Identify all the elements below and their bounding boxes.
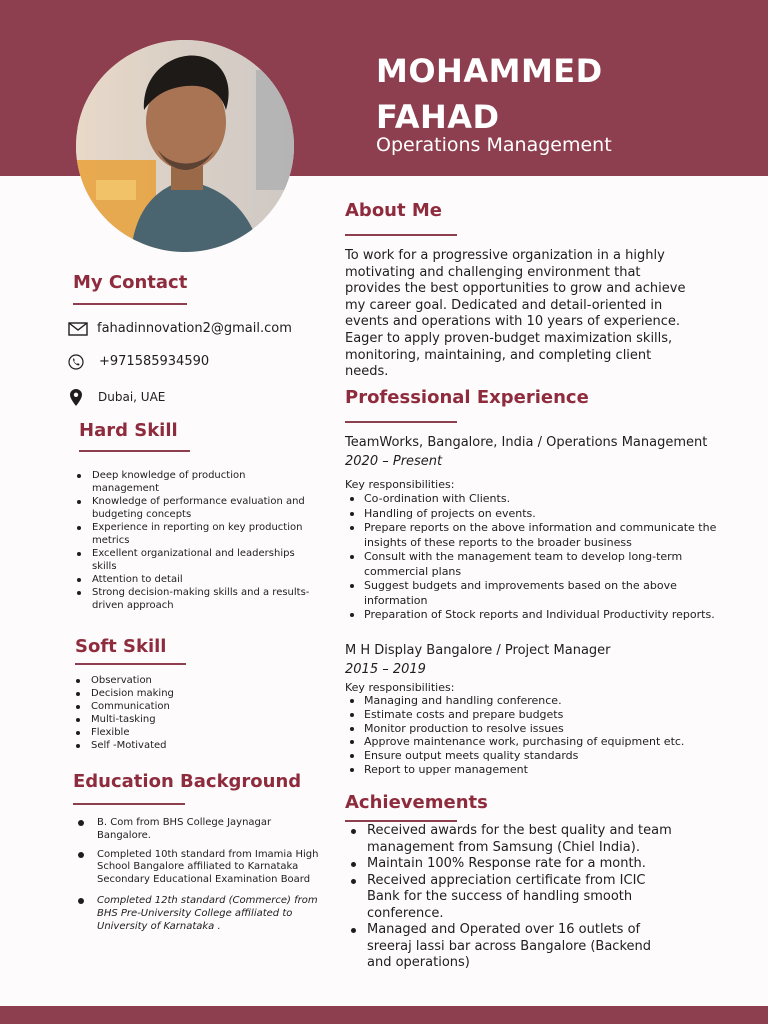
job-1-item: Preparation of Stock reports and Individual Productivity reports. [346, 608, 741, 623]
job-2-resp-label: Key responsibilities: [345, 681, 455, 694]
contact-location: Dubai, UAE [98, 390, 166, 404]
job-1-item: Co-ordination with Clients. [346, 492, 741, 507]
hard-skill-item: Knowledge of performance evaluation and budgeting concepts [73, 495, 313, 521]
education-heading: Education Background [73, 771, 302, 792]
hard-skill-item: Deep knowledge of production management [73, 469, 313, 495]
job-1-item: Consult with the management team to develop long-term commercial plans [346, 550, 741, 579]
job-2-item: Estimate costs and prepare budgets [346, 708, 741, 722]
achievements-rule [345, 820, 457, 822]
achievement-item: Received awards for the best quality and team management from Samsung (Chiel India). [346, 823, 676, 856]
contact-email[interactable]: fahadinnovation2@gmail.com [97, 321, 292, 336]
education-rule [73, 803, 185, 805]
experience-heading: Professional Experience [345, 387, 589, 408]
job-2-item: Monitor production to resolve issues [346, 722, 741, 736]
soft-skill-item: Self -Motivated [72, 739, 272, 752]
soft-skill-item: Flexible [72, 726, 272, 739]
experience-rule [345, 421, 457, 423]
education-item: B. Com from BHS College Jaynagar Bangalore. [76, 817, 320, 843]
soft-skill-item: Observation [72, 674, 272, 687]
soft-skill-list [72, 674, 272, 752]
job-2-dates: 2015 – 2019 [345, 662, 426, 677]
education-item: Completed 10th standard from Imamia High School Bangalore affiliated to Karnataka Secondary Educational Examination Board [76, 849, 320, 887]
about-heading: About Me [345, 200, 442, 221]
soft-skill-item: Communication [72, 700, 272, 713]
contact-phone[interactable]: +971585934590 [99, 354, 210, 369]
name-line-2: FAHAD [376, 98, 500, 136]
achievement-item: Received appreciation certificate from ICIC Bank for the success of handling smooth conference. [346, 873, 676, 923]
about-text: To work for a progressive organization in a highly motivating and challenging environment that provides the best opportunities to grow and achieve my career goal. Dedicated and detail-oriented in events and operations with 10 years of experience. Eager to apply proven-budget maximization skills, monitoring, maintaining, and completing client needs. [345, 248, 686, 380]
job-1-item: Prepare reports on the above information and communicate the insights of these reports to the broader business [346, 521, 741, 550]
phone-icon [68, 354, 84, 374]
soft-skill-heading: Soft Skill [75, 636, 167, 657]
about-rule [345, 234, 457, 236]
job-1-item: Suggest budgets and improvements based on the above information [346, 579, 741, 608]
contact-rule [73, 303, 187, 305]
education-list [76, 817, 320, 933]
achievements-list [346, 823, 676, 972]
soft-skill-item: Multi-tasking [72, 713, 272, 726]
name-line-1: MOHAMMED [376, 52, 603, 90]
achievements-heading: Achievements [345, 792, 488, 813]
job-2-item: Report to upper management [346, 763, 741, 777]
job-2-item: Ensure output meets quality standards [346, 749, 741, 763]
education-item: Completed 12th standard (Commerce) from BHS Pre-University College affiliated to University of Karnataka . [76, 895, 320, 933]
hard-skill-item: Attention to detail [73, 573, 313, 586]
hard-skill-item: Experience in reporting on key production metrics [73, 521, 313, 547]
job-2-list [346, 694, 741, 777]
job-1-role: TeamWorks, Bangalore, India / Operations Management [345, 435, 708, 450]
footer-banner [0, 1006, 768, 1024]
achievement-item: Managed and Operated over 16 outlets of sreeraj lassi bar across Bangalore (Backend and operations) [346, 922, 676, 972]
soft-skill-rule [75, 663, 186, 665]
contact-heading: My Contact [73, 272, 188, 293]
hard-skill-rule [79, 450, 190, 452]
job-1-item: Handling of projects on events. [346, 507, 741, 522]
job-1-list [346, 492, 741, 623]
achievement-item: Maintain 100% Response rate for a month. [346, 856, 676, 873]
job-1-resp-label: Key responsibilities: [345, 478, 455, 491]
hard-skill-item: Excellent organizational and leaderships skills [73, 547, 313, 573]
location-pin-icon [70, 389, 82, 410]
profile-photo [76, 40, 294, 252]
hard-skill-item: Strong decision-making skills and a results-driven approach [73, 586, 313, 612]
soft-skill-item: Decision making [72, 687, 272, 700]
job-2-item: Managing and handling conference. [346, 694, 741, 708]
hard-skill-heading: Hard Skill [79, 420, 178, 441]
job-2-role: M H Display Bangalore / Project Manager [345, 643, 611, 658]
job-title: Operations Management [376, 134, 612, 156]
hard-skill-list [73, 469, 313, 612]
job-2-item: Approve maintenance work, purchasing of equipment etc. [346, 735, 741, 749]
job-1-dates: 2020 – Present [345, 454, 443, 469]
mail-icon [68, 321, 88, 340]
